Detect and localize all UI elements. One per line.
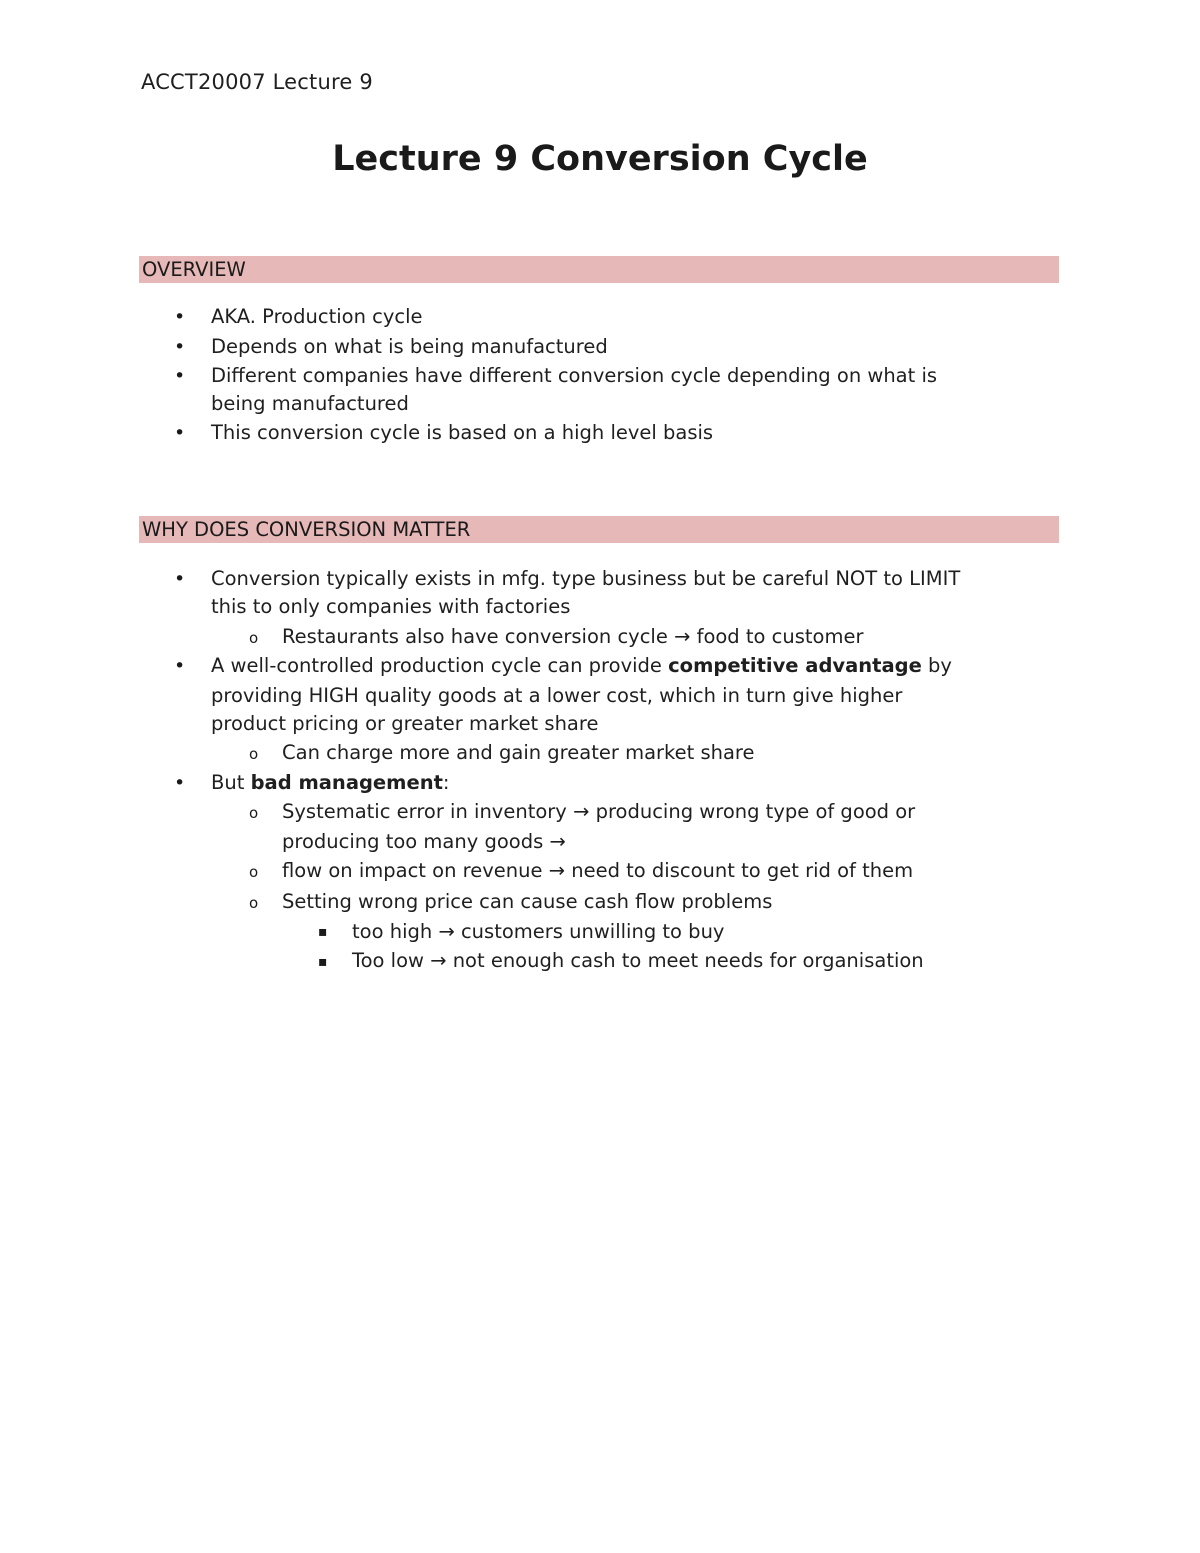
bullet-icon: • [174,336,186,358]
sub-list-item: Can charge more and gain greater market share [282,741,755,764]
square-bullet-icon: ▪ [318,924,328,940]
list-item-text: A well-controlled production cycle can provide [211,654,669,677]
list-item-continuation: providing HIGH quality goods at a lower cost, which in turn give higher [211,684,903,707]
list-item-text: : [442,771,450,794]
square-bullet-icon: ▪ [318,954,328,970]
bullet-icon: • [174,422,186,444]
document-title: Lecture 9 Conversion Cycle [332,139,868,179]
bullet-icon: • [174,306,186,328]
list-item: This conversion cycle is based on a high level basis [211,421,714,444]
list-item [211,654,952,678]
section-heading-label: OVERVIEW [142,258,246,281]
list-item: AKA. Production cycle [211,305,423,328]
bullet-icon: • [174,365,186,387]
list-item-text: by [921,654,952,677]
sub-bullet-icon: o [249,863,259,881]
list-item-text: But [211,771,251,794]
sub-sub-list-item: Too low → not enough cash to meet needs for organisation [352,949,924,972]
bullet-icon: • [174,655,186,677]
section-heading-overview [139,256,1059,283]
list-item-continuation: product pricing or greater market share [211,712,599,735]
sub-bullet-icon: o [249,894,259,912]
sub-list-item-continuation: producing too many goods → [282,830,566,853]
bullet-icon: • [174,772,186,794]
emphasis-text: bad management [250,771,443,794]
sub-list-item: Systematic error in inventory → producing wrong type of good or [282,800,916,823]
sub-bullet-icon: o [249,629,259,647]
bullet-icon: • [174,568,186,590]
page-header: ACCT20007 Lecture 9 [141,70,373,94]
emphasis-text: competitive advantage [668,654,922,677]
section-heading-why-conversion-matters [139,516,1059,543]
list-item-continuation: this to only companies with factories [211,595,571,618]
sub-list-item: flow on impact on revenue → need to discount to get rid of them [282,859,914,882]
list-item: Conversion typically exists in mfg. type business but be careful NOT to LIMIT [211,567,961,590]
sub-sub-list-item: too high → customers unwilling to buy [352,920,725,943]
sub-bullet-icon: o [249,745,259,763]
list-item: Depends on what is being manufactured [211,335,608,358]
sub-list-item: Restaurants also have conversion cycle → food to customer [282,625,864,648]
list-item: Different companies have different conversion cycle depending on what is [211,364,938,387]
list-item [211,771,450,795]
sub-bullet-icon: o [249,804,259,822]
section-heading-label: WHY DOES CONVERSION MATTER [142,518,471,541]
sub-list-item: Setting wrong price can cause cash flow problems [282,890,773,913]
list-item-continuation: being manufactured [211,392,409,415]
